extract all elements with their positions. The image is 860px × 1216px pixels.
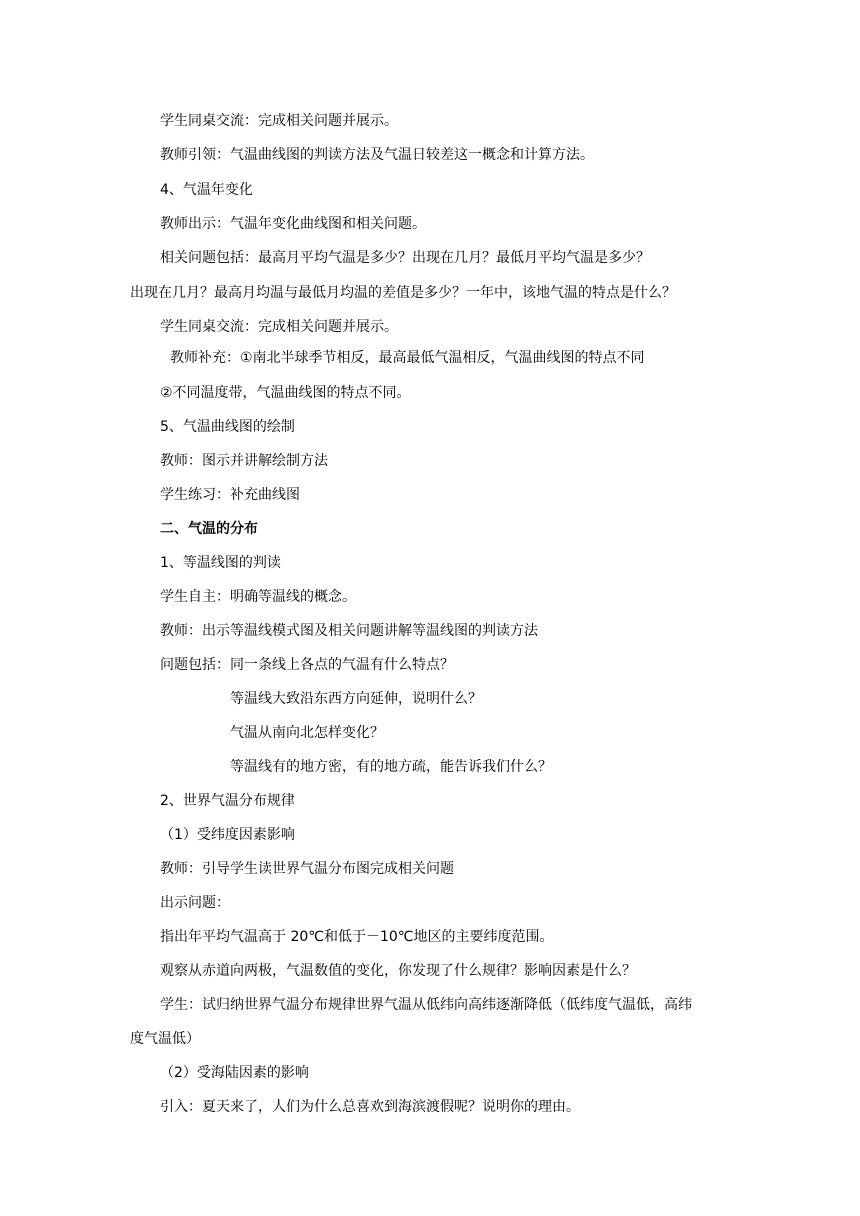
paragraph-line: 教师：出示等温线模式图及相关问题讲解等温线图的判读方法: [160, 623, 538, 639]
paragraph-line: 教师出示：气温年变化曲线图和相关问题。: [160, 216, 426, 232]
paragraph-line: 观察从赤道向两极，气温数值的变化，你发现了什么规律？影响因素是什么？: [160, 963, 636, 979]
paragraph-line: 学生自主：明确等温线的概念。: [160, 589, 356, 605]
paragraph-line: 指出年平均气温高于 20℃和低于－10℃地区的主要纬度范围。: [160, 929, 554, 945]
paragraph-line: 相关问题包括：最高月平均气温是多少？出现在几月？最低月平均气温是多少？: [160, 250, 650, 266]
subsection-heading: （1）受纬度因素影响: [160, 827, 295, 843]
question-item: 气温从南向北怎样变化？: [230, 725, 384, 741]
paragraph-line: 出现在几月？最高月均温与最低月均温的差值是多少？一年中，该地气温的特点是什么？: [130, 285, 676, 301]
paragraph-line: 学生：试归纳世界气温分布规律世界气温从低纬向高纬逐渐降低（低纬度气温低，高纬: [160, 997, 692, 1013]
paragraph-line: 教师：图示并讲解绘制方法: [160, 453, 328, 469]
paragraph-line: ②不同温度带，气温曲线图的特点不同。: [160, 385, 411, 401]
subsection-heading: （2）受海陆因素的影响: [160, 1065, 309, 1081]
paragraph-line: 教师引领：气温曲线图的判读方法及气温日较差这一概念和计算方法。: [160, 147, 594, 163]
section-heading: 1、等温线图的判读: [160, 555, 281, 571]
question-item: 等温线大致沿东西方向延伸，说明什么？: [230, 691, 482, 707]
paragraph-line: 学生同桌交流：完成相关问题并展示。: [160, 113, 398, 129]
paragraph-line: 教师补充：①南北半球季节相反，最高最低气温相反，气温曲线图的特点不同: [170, 350, 645, 366]
paragraph-line: 问题包括：同一条线上各点的气温有什么特点？: [160, 657, 454, 673]
question-item: 等温线有的地方密，有的地方疏，能告诉我们什么？: [230, 759, 552, 775]
chapter-heading: 二、气温的分布: [160, 521, 258, 537]
section-heading: 5、气温曲线图的绘制: [160, 419, 295, 435]
paragraph-line: 教师：引导学生读世界气温分布图完成相关问题: [160, 861, 454, 877]
paragraph-line: 度气温低）: [130, 1031, 200, 1047]
section-heading: 2、世界气温分布规律: [160, 793, 295, 809]
paragraph-line: 学生同桌交流：完成相关问题并展示。: [160, 319, 398, 335]
paragraph-line: 出示问题：: [160, 895, 230, 911]
paragraph-line: 学生练习：补充曲线图: [160, 487, 300, 503]
paragraph-line: 引入：夏天来了，人们为什么总喜欢到海滨渡假呢？说明你的理由。: [160, 1099, 580, 1115]
section-heading: 4、气温年变化: [160, 182, 253, 198]
